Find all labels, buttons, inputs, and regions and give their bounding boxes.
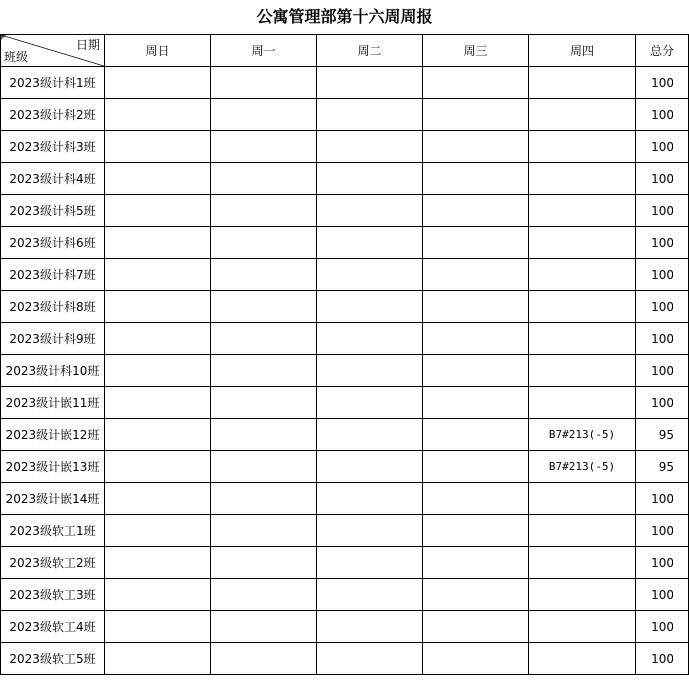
day-note-cell[interactable] bbox=[423, 259, 529, 291]
day-note-cell[interactable] bbox=[423, 195, 529, 227]
day-note-cell[interactable] bbox=[317, 259, 423, 291]
total-score-cell[interactable]: 100 bbox=[636, 67, 689, 99]
day-note-cell[interactable] bbox=[423, 355, 529, 387]
total-score-cell[interactable]: 100 bbox=[636, 483, 689, 515]
day-note-cell[interactable] bbox=[317, 547, 423, 579]
day-note-cell[interactable] bbox=[423, 227, 529, 259]
header-day-wednesday[interactable]: 周三 bbox=[423, 35, 529, 67]
day-note-cell[interactable] bbox=[211, 323, 317, 355]
table-row bbox=[1, 67, 689, 99]
day-note-cell[interactable] bbox=[529, 67, 636, 99]
day-note-cell[interactable] bbox=[423, 483, 529, 515]
day-note-cell[interactable] bbox=[105, 579, 211, 611]
total-score-cell[interactable]: 100 bbox=[636, 387, 689, 419]
day-note-cell[interactable] bbox=[211, 131, 317, 163]
day-note-cell[interactable]: B7#213(-5) bbox=[529, 419, 636, 451]
class-name-cell[interactable]: 2023级计科5班 bbox=[1, 195, 105, 227]
total-score-cell[interactable]: 100 bbox=[636, 547, 689, 579]
total-score-cell[interactable]: 100 bbox=[636, 643, 689, 675]
day-note-cell[interactable] bbox=[317, 195, 423, 227]
day-note-cell[interactable] bbox=[317, 291, 423, 323]
day-note-cell[interactable] bbox=[317, 611, 423, 643]
total-score-cell[interactable]: 100 bbox=[636, 163, 689, 195]
total-score-cell[interactable]: 100 bbox=[636, 355, 689, 387]
day-note-cell[interactable] bbox=[529, 259, 636, 291]
day-note-cell[interactable] bbox=[211, 67, 317, 99]
header-day-tuesday[interactable]: 周二 bbox=[317, 35, 423, 67]
total-score-cell[interactable]: 100 bbox=[636, 99, 689, 131]
day-note-cell[interactable] bbox=[105, 515, 211, 547]
class-name-cell[interactable]: 2023级计科7班 bbox=[1, 259, 105, 291]
day-note-cell[interactable] bbox=[105, 259, 211, 291]
class-name-cell[interactable]: 2023级软工2班 bbox=[1, 547, 105, 579]
total-score-cell[interactable]: 100 bbox=[636, 579, 689, 611]
report-title: 公寓管理部第十六周周报 bbox=[256, 7, 433, 26]
day-note-cell[interactable] bbox=[529, 611, 636, 643]
table-row bbox=[1, 547, 689, 579]
corner-header-cell[interactable] bbox=[1, 35, 105, 67]
table-row bbox=[1, 387, 689, 419]
day-note-cell[interactable] bbox=[423, 643, 529, 675]
day-note-cell[interactable] bbox=[211, 643, 317, 675]
corner-date-label: 日期 bbox=[75, 38, 100, 52]
total-score-cell[interactable]: 95 bbox=[636, 451, 689, 483]
day-note-cell[interactable] bbox=[105, 611, 211, 643]
day-note-cell[interactable] bbox=[423, 579, 529, 611]
day-note-cell[interactable] bbox=[105, 451, 211, 483]
day-note-cell[interactable] bbox=[529, 195, 636, 227]
class-name-cell[interactable]: 2023级计科9班 bbox=[1, 323, 105, 355]
day-note-cell[interactable] bbox=[211, 259, 317, 291]
day-note-cell[interactable]: B7#213(-5) bbox=[529, 451, 636, 483]
day-note-cell[interactable] bbox=[529, 355, 636, 387]
header-total[interactable]: 总分 bbox=[636, 35, 689, 67]
day-note-cell[interactable] bbox=[105, 227, 211, 259]
day-note-cell[interactable] bbox=[529, 483, 636, 515]
day-note-cell[interactable] bbox=[317, 227, 423, 259]
table-row bbox=[1, 227, 689, 259]
day-note-cell[interactable] bbox=[105, 419, 211, 451]
day-note-cell[interactable] bbox=[211, 387, 317, 419]
day-note-cell[interactable] bbox=[211, 451, 317, 483]
day-note-cell[interactable] bbox=[423, 387, 529, 419]
day-note-cell[interactable] bbox=[317, 579, 423, 611]
day-note-cell[interactable] bbox=[105, 131, 211, 163]
total-score-cell[interactable]: 100 bbox=[636, 515, 689, 547]
day-note-cell[interactable] bbox=[105, 323, 211, 355]
day-note-cell[interactable] bbox=[529, 131, 636, 163]
day-note-cell[interactable] bbox=[529, 99, 636, 131]
table-row bbox=[1, 483, 689, 515]
table-row bbox=[1, 99, 689, 131]
day-note-cell[interactable] bbox=[317, 67, 423, 99]
day-note-cell[interactable] bbox=[423, 131, 529, 163]
day-note-cell[interactable] bbox=[529, 163, 636, 195]
class-name-cell[interactable]: 2023级计科8班 bbox=[1, 291, 105, 323]
class-name-cell[interactable]: 2023级计科2班 bbox=[1, 99, 105, 131]
table-row bbox=[1, 451, 689, 483]
day-note-cell[interactable] bbox=[317, 387, 423, 419]
table-row bbox=[1, 355, 689, 387]
total-score-cell[interactable]: 100 bbox=[636, 291, 689, 323]
header-day-thursday[interactable]: 周四 bbox=[529, 35, 636, 67]
day-note-cell[interactable] bbox=[211, 547, 317, 579]
day-note-cell[interactable] bbox=[529, 547, 636, 579]
header-row bbox=[1, 35, 689, 67]
total-score-cell[interactable]: 95 bbox=[636, 419, 689, 451]
day-note-cell[interactable] bbox=[423, 163, 529, 195]
day-note-cell[interactable] bbox=[529, 323, 636, 355]
day-note-cell[interactable] bbox=[211, 163, 317, 195]
total-score-cell[interactable]: 100 bbox=[636, 131, 689, 163]
day-note-cell[interactable] bbox=[105, 387, 211, 419]
class-name-cell[interactable]: 2023级计嵌13班 bbox=[1, 451, 105, 483]
day-note-cell[interactable] bbox=[211, 291, 317, 323]
table-row bbox=[1, 131, 689, 163]
day-note-cell[interactable] bbox=[317, 643, 423, 675]
class-name-cell[interactable]: 2023级计科3班 bbox=[1, 131, 105, 163]
table-row bbox=[1, 163, 689, 195]
class-name-cell[interactable]: 2023级软工5班 bbox=[1, 643, 105, 675]
class-name-cell[interactable]: 2023级计科10班 bbox=[1, 355, 105, 387]
day-note-cell[interactable] bbox=[211, 611, 317, 643]
day-note-cell[interactable] bbox=[105, 67, 211, 99]
day-note-cell[interactable] bbox=[423, 291, 529, 323]
day-note-cell[interactable] bbox=[423, 611, 529, 643]
day-note-cell[interactable] bbox=[317, 131, 423, 163]
day-note-cell[interactable] bbox=[211, 579, 317, 611]
day-note-cell[interactable] bbox=[211, 515, 317, 547]
day-note-cell[interactable] bbox=[529, 227, 636, 259]
total-score-cell[interactable]: 100 bbox=[636, 259, 689, 291]
day-note-cell[interactable] bbox=[529, 387, 636, 419]
day-note-cell[interactable] bbox=[105, 291, 211, 323]
total-score-cell[interactable]: 100 bbox=[636, 611, 689, 643]
class-name-cell[interactable]: 2023级软工3班 bbox=[1, 579, 105, 611]
day-note-cell[interactable] bbox=[423, 99, 529, 131]
table-row bbox=[1, 515, 689, 547]
total-score-cell[interactable]: 100 bbox=[636, 227, 689, 259]
weekly-report-table bbox=[0, 34, 689, 675]
class-name-cell[interactable]: 2023级计嵌11班 bbox=[1, 387, 105, 419]
day-note-cell[interactable] bbox=[105, 99, 211, 131]
day-note-cell[interactable] bbox=[211, 355, 317, 387]
total-score-cell[interactable]: 100 bbox=[636, 323, 689, 355]
day-note-cell[interactable] bbox=[423, 67, 529, 99]
day-note-cell[interactable] bbox=[423, 323, 529, 355]
table-row bbox=[1, 291, 689, 323]
day-note-cell[interactable] bbox=[317, 515, 423, 547]
day-note-cell[interactable] bbox=[211, 99, 317, 131]
day-note-cell[interactable] bbox=[317, 99, 423, 131]
day-note-cell[interactable] bbox=[211, 227, 317, 259]
table-row bbox=[1, 643, 689, 675]
day-note-cell[interactable] bbox=[105, 643, 211, 675]
day-note-cell[interactable] bbox=[317, 483, 423, 515]
day-note-cell[interactable] bbox=[423, 419, 529, 451]
day-note-cell[interactable] bbox=[211, 483, 317, 515]
day-note-cell[interactable] bbox=[317, 355, 423, 387]
day-note-cell[interactable] bbox=[423, 547, 529, 579]
day-note-cell[interactable] bbox=[105, 483, 211, 515]
day-note-cell[interactable] bbox=[211, 195, 317, 227]
table-row bbox=[1, 579, 689, 611]
day-note-cell[interactable] bbox=[529, 515, 636, 547]
day-note-cell[interactable] bbox=[105, 547, 211, 579]
day-note-cell[interactable] bbox=[105, 355, 211, 387]
day-note-cell[interactable] bbox=[105, 163, 211, 195]
day-note-cell[interactable] bbox=[423, 515, 529, 547]
day-note-cell[interactable] bbox=[317, 163, 423, 195]
table-row bbox=[1, 195, 689, 227]
day-note-cell[interactable] bbox=[317, 323, 423, 355]
class-name-cell[interactable]: 2023级计科4班 bbox=[1, 163, 105, 195]
class-name-cell[interactable]: 2023级计嵌12班 bbox=[1, 419, 105, 451]
table-row bbox=[1, 323, 689, 355]
day-note-cell[interactable] bbox=[423, 451, 529, 483]
day-note-cell[interactable] bbox=[529, 579, 636, 611]
day-note-cell[interactable] bbox=[105, 195, 211, 227]
class-name-cell[interactable]: 2023级软工1班 bbox=[1, 515, 105, 547]
corner-class-label: 班级 bbox=[4, 50, 29, 64]
table-row bbox=[1, 611, 689, 643]
header-day-sunday[interactable]: 周日 bbox=[105, 35, 211, 67]
day-note-cell[interactable] bbox=[529, 291, 636, 323]
class-name-cell[interactable]: 2023级软工4班 bbox=[1, 611, 105, 643]
day-note-cell[interactable] bbox=[529, 643, 636, 675]
header-day-monday[interactable]: 周一 bbox=[211, 35, 317, 67]
class-name-cell[interactable]: 2023级计科6班 bbox=[1, 227, 105, 259]
class-name-cell[interactable]: 2023级计嵌14班 bbox=[1, 483, 105, 515]
day-note-cell[interactable] bbox=[211, 419, 317, 451]
class-name-cell[interactable]: 2023级计科1班 bbox=[1, 67, 105, 99]
day-note-cell[interactable] bbox=[317, 451, 423, 483]
day-note-cell[interactable] bbox=[317, 419, 423, 451]
table-row bbox=[1, 259, 689, 291]
total-score-cell[interactable]: 100 bbox=[636, 195, 689, 227]
table-row bbox=[1, 419, 689, 451]
